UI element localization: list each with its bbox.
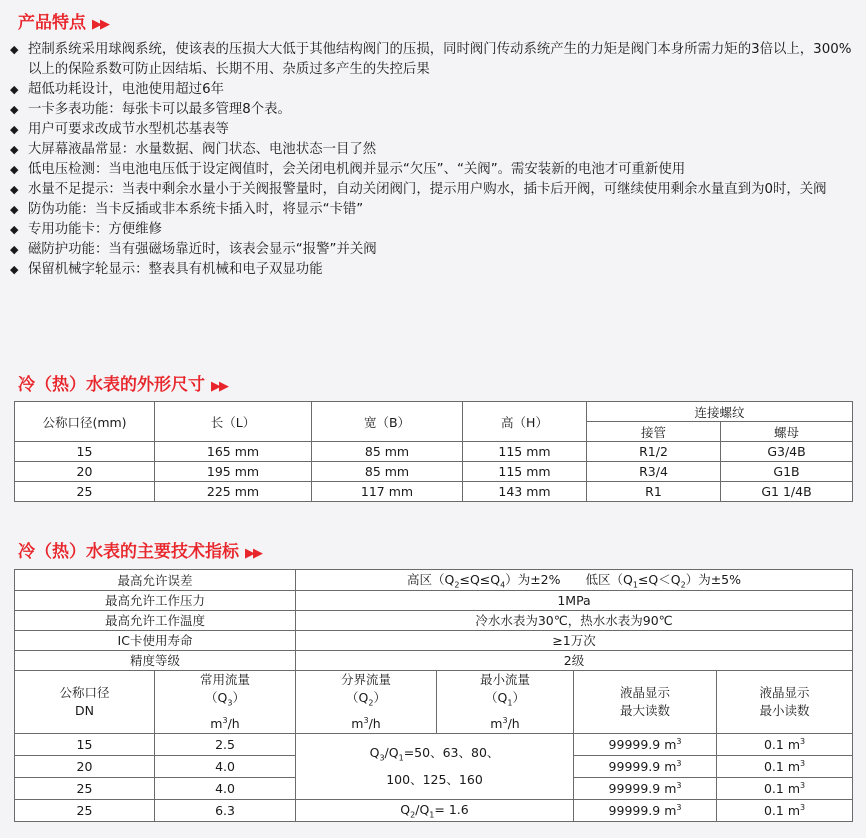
width-header: 宽（B） (312, 402, 463, 442)
thread-header: 连接螺纹 (587, 402, 853, 422)
feature-text: 磁防护功能：当有强磁场靠近时，该表会显示“报警”并关阀 (28, 242, 377, 257)
param-dn-header: 公称口径 DN (15, 670, 155, 734)
param-dn-cell: 25 (15, 800, 155, 822)
feature-item (10, 160, 856, 180)
lcd-max-cell: 99999.9 $m^3$ (574, 734, 717, 756)
param-q3-cell: 4.0 (155, 778, 296, 800)
dimension-cell-dn: 20 (15, 462, 155, 482)
table-row (15, 482, 853, 502)
features-title-text: 产品特点 (18, 13, 86, 33)
dimension-cell-pipe: R1/2 (587, 442, 721, 462)
double-arrow-icon: ▶▶ (211, 379, 227, 394)
dimension-cell-height: 143 mm (463, 482, 587, 502)
diamond-bullet-icon: ◆ (10, 43, 19, 56)
dimension-cell-length: 165 mm (155, 442, 312, 462)
error-value: 高区$(Q_2\le Q\le Q_4)$为±2% 低区$(Q_1\le Q<Q_2)$为±5% (296, 570, 853, 591)
diamond-bullet-icon: ◆ (10, 243, 19, 256)
feature-text: 一卡多表功能：每张卡可以最多管理8个表。 (28, 102, 291, 117)
param-dn-cell: 20 (15, 756, 155, 778)
param-q3-header: 常用流量 $(Q_3)$ $m^3/h$ (155, 670, 296, 734)
table-row (15, 734, 853, 756)
param-lcd-min-header: 液晶显示 最小读数 (717, 670, 853, 734)
lcd-min-cell: 0.1 $m^3$ (717, 800, 853, 822)
dimension-cell-width: 85 mm (312, 462, 463, 482)
feature-item (10, 100, 856, 120)
features-list (10, 40, 856, 280)
feature-text: 保留机械字轮显示：整表具有机械和电子双显功能 (28, 262, 323, 277)
diamond-bullet-icon: ◆ (10, 83, 19, 96)
double-arrow-icon: ▶▶ (92, 17, 108, 32)
dimension-cell-width: 117 mm (312, 482, 463, 502)
specs-title-text: 冷（热）水表的主要技术指标 (18, 542, 239, 562)
diamond-bullet-icon: ◆ (10, 103, 19, 116)
dimension-cell-length: 225 mm (155, 482, 312, 502)
param-dn-cell: 15 (15, 734, 155, 756)
accuracy-label: 精度等级 (15, 650, 296, 670)
pressure-label: 最高允许工作压力 (15, 590, 296, 610)
nut-header: 螺母 (721, 422, 853, 442)
diamond-bullet-icon: ◆ (10, 223, 19, 236)
feature-text: 水量不足提示：当表中剩余水量小于关阀报警量时，自动关闭阀门，提示用户购水，插卡后开阀，可继续使用剩余水量直到为0时，关阀 (28, 182, 827, 197)
lcd-max-cell: 99999.9 $m^3$ (574, 778, 717, 800)
param-lcd-max-header: 液晶显示 最大读数 (574, 670, 717, 734)
table-row (15, 800, 853, 822)
feature-item (10, 180, 856, 200)
ic-card-value: ≥1万次 (296, 630, 853, 650)
accuracy-value: 2级 (296, 650, 853, 670)
dimension-cell-nut: G1B (721, 462, 853, 482)
dimension-cell-pipe: R1 (587, 482, 721, 502)
dimension-cell-nut: G3/4B (721, 442, 853, 462)
pressure-value: 1MPa (296, 590, 853, 610)
height-header: 高（H） (463, 402, 587, 442)
dimension-cell-pipe: R3/4 (587, 462, 721, 482)
param-dn-cell: 25 (15, 778, 155, 800)
feature-text: 超低功耗设计，电池使用超过6年 (28, 82, 224, 97)
feature-item (10, 120, 856, 140)
diamond-bullet-icon: ◆ (10, 123, 19, 136)
diamond-bullet-icon: ◆ (10, 203, 19, 216)
dimensions-title-text: 冷（热）水表的外形尺寸 (18, 375, 205, 395)
param-q3-cell: 2.5 (155, 734, 296, 756)
ratio-cell: $Q_3/Q_1=50$、63、80、 100、125、160 (296, 734, 574, 800)
feature-item (10, 260, 856, 280)
pipe-header: 接管 (587, 422, 721, 442)
dimension-cell-dn: 15 (15, 442, 155, 462)
feature-item (10, 40, 856, 80)
temperature-value: 冷水水表为30℃，热水水表为90℃ (296, 610, 853, 630)
feature-item (10, 200, 856, 220)
q2-q1-ratio-cell: $Q_2/Q_1= 1.6$ (296, 800, 574, 822)
feature-item (10, 140, 856, 160)
table-row (15, 462, 853, 482)
error-label: 最高允许误差 (15, 570, 296, 591)
dimension-cell-height: 115 mm (463, 462, 587, 482)
param-q1-header: 最小流量 $(Q_1)$ $m^3/h$ (437, 670, 574, 734)
param-q3-cell: 4.0 (155, 756, 296, 778)
dimension-cell-dn: 25 (15, 482, 155, 502)
lcd-min-cell: 0.1 $m^3$ (717, 756, 853, 778)
lcd-min-cell: 0.1 $m^3$ (717, 778, 853, 800)
feature-item (10, 240, 856, 260)
feature-item (10, 80, 856, 100)
table-row (15, 442, 853, 462)
feature-text: 防伪功能：当卡反插或非本系统卡插入时，将显示“卡错” (28, 202, 364, 217)
features-section-title (18, 8, 108, 33)
feature-text: 低电压检测：当电池电压低于设定阀值时，会关闭电机阀并显示“欠压”、“关阀”。需安装新的电池才可重新使用 (28, 162, 686, 177)
feature-text: 大屏幕液晶常显：水量数据、阀门状态、电池状态一目了然 (28, 142, 377, 157)
dimension-cell-width: 85 mm (312, 442, 463, 462)
feature-text: 专用功能卡：方便维修 (28, 222, 162, 237)
length-header: 长（L） (155, 402, 312, 442)
feature-item (10, 220, 856, 240)
param-q2-header: 分界流量 $(Q_2)$ $m^3/h$ (296, 670, 437, 734)
diamond-bullet-icon: ◆ (10, 143, 19, 156)
specs-section-title (18, 537, 261, 562)
lcd-max-cell: 99999.9 $m^3$ (574, 800, 717, 822)
double-arrow-icon: ▶▶ (245, 546, 261, 561)
diamond-bullet-icon: ◆ (10, 163, 19, 176)
lcd-max-cell: 99999.9 $m^3$ (574, 756, 717, 778)
temperature-label: 最高允许工作温度 (15, 610, 296, 630)
diamond-bullet-icon: ◆ (10, 183, 19, 196)
lcd-min-cell: 0.1 $m^3$ (717, 734, 853, 756)
param-q3-cell: 6.3 (155, 800, 296, 822)
dimension-cell-length: 195 mm (155, 462, 312, 482)
dimension-cell-nut: G1 1/4B (721, 482, 853, 502)
feature-text: 控制系统采用球阀系统，使该表的压损大大低于其他结构阀门的压损，同时阀门传动系统产生的力矩是阀门本身所需力矩的3倍以上，300%以上的保险系数可防止因结垢、长期不用、杂质过多产生的失控后果 (28, 42, 852, 77)
diamond-bullet-icon: ◆ (10, 263, 19, 276)
feature-text: 用户可要求改成节水型机芯基表等 (28, 122, 229, 137)
ic-card-label: IC卡使用寿命 (15, 630, 296, 650)
dimension-cell-height: 115 mm (463, 442, 587, 462)
dimensions-section-title (18, 370, 227, 395)
dn-header: 公称口径(mm) (15, 402, 155, 442)
dimensions-table (14, 401, 853, 502)
specs-table (14, 569, 853, 822)
